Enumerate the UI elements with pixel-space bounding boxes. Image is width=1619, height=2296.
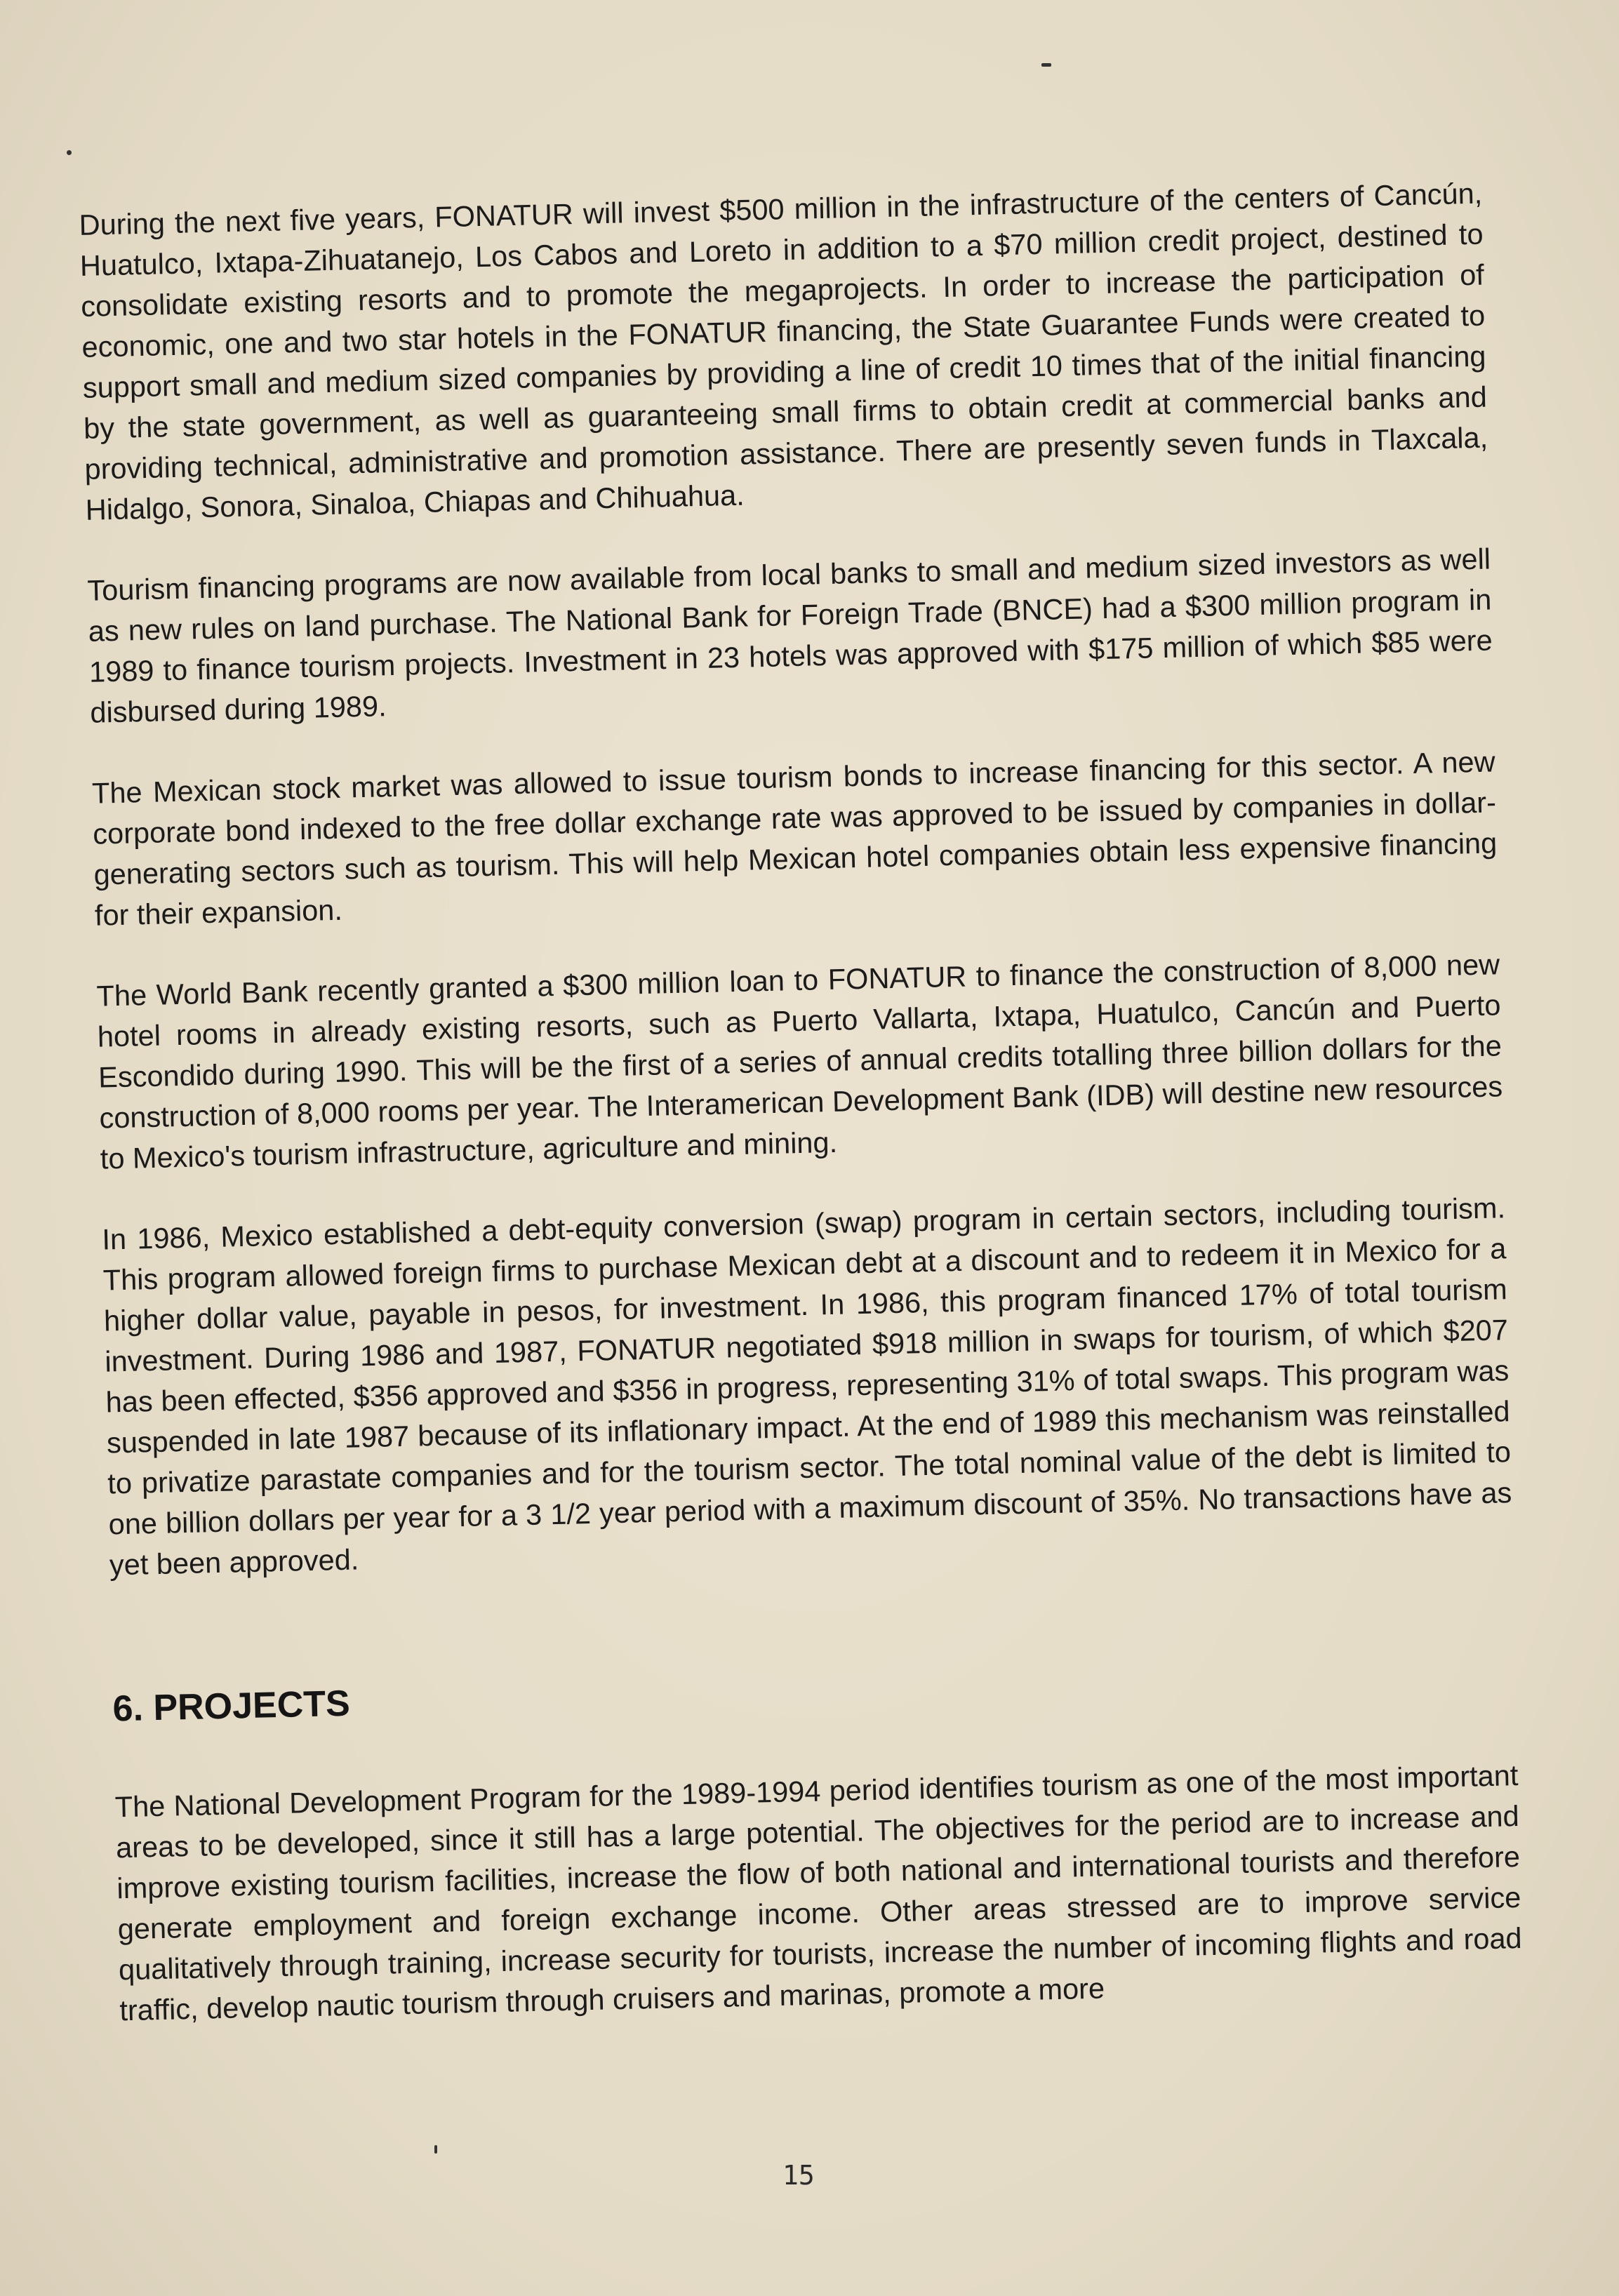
scan-speck	[1041, 63, 1051, 67]
body-text	[79, 173, 1524, 2071]
paragraph-world-bank: The World Bank recently granted a $300 million loan to FONATUR to finance the construction of 8,000 new hotel rooms in already existing resorts, such as Puerto Vallarta, Ixtapa, Huatulco, Cancún and Puerto Escondido during 1990. This will be the first of a series of annual credits totalling three billion dollars for the construction of 8,000 rooms per year. The Interamerican Development Bank (IDB) will destine new resources to Mexico's tourism infrastructure, agriculture and mining.	[96, 947, 1503, 1175]
paragraph-fonatur-investment: During the next five years, FONATUR will invest $500 million in the infrastructure of the centers of Cancún, Huatulco, Ixtapa-Zihuatanejo, Los Cabos and Loreto in addition to a $70 million credit project, destined to consolidate existing resorts and to promote the megaprojects. In order to increase the participation of economic, one and two star hotels in the FONATUR financing, the State Guarantee Funds were created to support small and medium sized companies by providing a line of credit 10 times that of the initial financing by the state government, as well as guaranteeing small firms to obtain credit at commercial banks and providing technical, administrative and promotion assistance. There are presently seven funds in Tlaxcala, Hidalgo, Sonora, Sinaloa, Chiapas and Chihuahua.	[79, 176, 1488, 526]
scan-speck	[67, 150, 72, 155]
paragraph-tourism-financing: Tourism financing programs are now available from local banks to small and medium sized investors as well as new rules on land purchase. The National Bank for Foreign Trade (BNCE) had a $300 million program in 1989 to finance tourism projects. Investment in 23 hotels was approved with $175 million of which $85 were disbursed during 1989.	[86, 542, 1493, 729]
paragraph-stock-market: The Mexican stock market was allowed to issue tourism bonds to increase financing for this sector. A new corporate bond indexed to the free dollar exchange rate was approved to be issued by companies in dollar-generating sectors such as tourism. This will help Mexican hotel companies obtain less expensive financing for their expansion.	[91, 745, 1498, 932]
scan-speck	[434, 2145, 437, 2154]
paragraph-national-development-program: The National Development Program for the 1989-1994 period identifies tourism as one of the most important areas to be developed, since it still has a large potential. The objectives for the period are to increase and improve existing tourism facilities, increase the flow of both national and international tourists and therefore generate employment and foreign exchange income. Other areas stressed are to improve service qualitatively through training, increase security for tourists, increase the number of incoming flights and road traffic, develop nautic tourism through cruisers and marinas, promote a more	[114, 1758, 1523, 2027]
section-heading-projects: 6. PROJECTS	[112, 1683, 351, 1730]
page-number: 15	[782, 2160, 815, 2191]
paragraph-debt-equity-swap: In 1986, Mexico established a debt-equity conversion (swap) program in certain sectors, including tourism. This program allowed foreign firms to purchase Mexican debt at a discount and to redeem it in Mexico for a higher dollar value, payable in pesos, for investment. In 1986, this program financed 17% of total tourism investment. During 1986 and 1987, FONATUR negotiated $918 million in swaps for tourism, of which $207 has been effected, $356 approved and $356 in progress, representing 31% of total swaps. This program was suspended in late 1987 because of its inflationary impact. At the end of 1989 this mechanism was reinstalled to privatize parastate companies and for the tourism sector. The total nominal value of the debt is limited to one billion dollars per year for a 3 1/2 year period with a maximum discount of 35%. No transactions have as yet been approved.	[101, 1191, 1512, 1582]
